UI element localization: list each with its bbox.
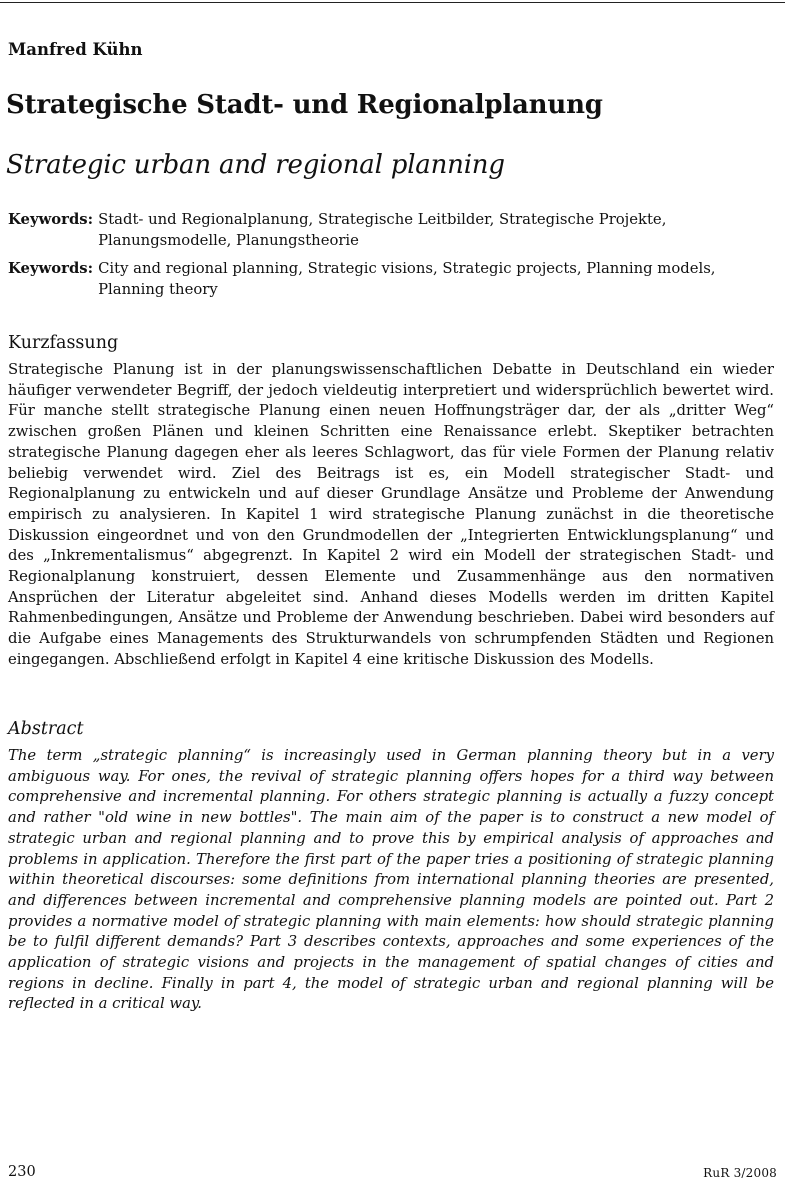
article-title: Strategische Stadt- und Regionalplanung [6,90,603,120]
article-subtitle: Strategic urban and regional planning [6,150,505,180]
kurzfassung-text: Strategische Planung ist in der planungswissenschaftlichen Debatte in Deutschland ein wieder häufiger verwendeter Begriff, der jedoch vieldeutig interpretiert und widersprüchlich bewertet wird. Für manche stellt strategische Planung einen neuen Hoffnungsträger dar, der als „dritter Weg“ zwischen großen Plänen und kleinen Schritten eine Renaissance erlebt. Skeptiker betrachten strategische Planung dagegen eher als leeres Schlagwort, das für viele Formen der Planung relativ beliebig verwendet wird. Ziel des Beitrags ist es, ein Modell strategischer Stadt- und Regionalplanung zu entwickeln und auf dieser Grundlage Ansätze und Probleme der Anwendung empirisch zu analysieren. In Kapitel 1 wird strategische Planung zunächst in die theoretische Diskussion eingeordnet und von den Grundmodellen der „Integrierten Entwicklungsplanung“ und des „Inkrementalismus“ abgegrenzt. In Kapitel 2 wird ein Modell der strategischen Stadt- und Regionalplanung konstruiert, dessen Elemente und Zusammenhänge aus den normativen Ansprüchen der Literatur abgeleitet sind. Anhand dieses Modells werden im dritten Kapitel Rahmenbedingungen, Ansätze und Probleme der Anwendung beschrieben. Dabei wird besonders auf die Aufgabe eines Managements des Strukturwandels von schrumpfenden Städten und Regionen eingegangen. Abschließend erfolgt in Kapitel 4 eine kritische Diskussion des Modells. [8,361,774,668]
keywords-value: Stadt- und Regionalplanung, Strategische Leitbilder, Strategische Projekte, Planungsmodelle, Planungstheorie [98,211,667,249]
keywords-label: Keywords: [8,211,94,228]
header-rule [0,2,785,3]
abstract-text: The term „strategic planning“ is increasingly used in German planning theory but in a very ambiguous way. For ones, the revival of strategic planning offers hopes for a third way between comprehensive and incremental planning. For others strategic planning is actually a fuzzy concept and rather "old wine in new bottles". The main aim of the paper is to construct a new model of strategic urban and regional planning and to prove this by empirical analysis of approaches and problems in application. Therefore the first part of the paper tries a positioning of strategic planning within theoretical discourses: some definitions from international planning theories are presented, and differences between incremental and comprehensive planning models are pointed out. Part 2 provides a normative model of strategic planning with main elements: how should strategic planning be to fulfil different demands? Part 3 describes contexts, approaches and some experiences of the application of strategic visions and projects in the management of spatial changes of cities and regions in decline. Finally in part 4, the model of strategic urban and regional planning will be reflected in a critical way. [8,747,774,1013]
keywords-english [8,258,768,300]
abstract-heading: Abstract [8,719,84,739]
page-number: 230 [8,1164,36,1180]
keywords-value: City and regional planning, Strategic visions, Strategic projects, Planning models, Planning theory [98,260,716,298]
journal-reference: RuR 3/2008 [703,1166,777,1180]
keywords-label: Keywords: [8,260,94,277]
author-name: Manfred Kühn [8,40,143,59]
kurzfassung-heading: Kurzfassung [8,333,119,353]
keywords-german [8,209,768,251]
